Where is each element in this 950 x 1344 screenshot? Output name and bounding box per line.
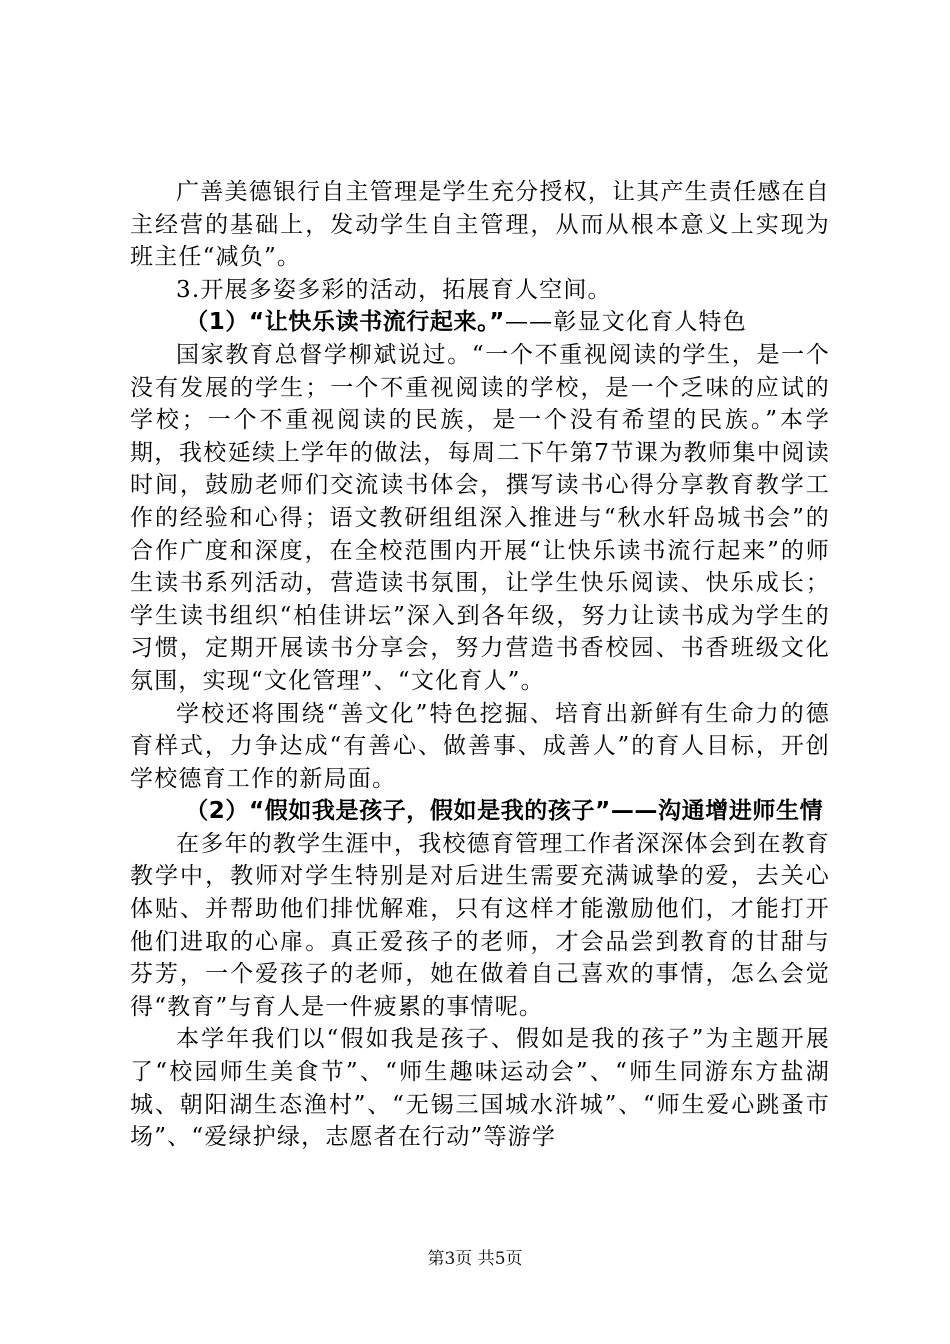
subheading-communication	[130, 795, 830, 828]
paragraph-reading: 国家教育总督学柳斌说过。“一个不重视阅读的学生，是一个没有发展的学生；一个不重视阅读的学校，是一个乏味的应试的学校；一个不重视阅读的民族，是一个没有希望的民族。”本学期，我校延续上学年的做法，每周二下午第7节课为教师集中阅读时间，鼓励老师们交流读书体会，撰写读书心得分享教育教学工作的经验和心得；语文教研组组深入推进与“秋水轩岛城书会”的合作广度和深度，在全校范围内开展“让快乐读书流行起来”的师生读书系列活动，营造读书氛围，让学生快乐阅读、快乐成长；学生读书组织“柏佳讲坛”深入到各年级，努力让读书成为学生的习惯，定期开展读书分享会，努力营造书香校园、书香班级文化氛围，实现“文化管理”、“文化育人”。	[130, 341, 830, 694]
paragraph-activities: 本学年我们以“假如我是孩子、假如是我的孩子”为主题开展了“校园师生美食节”、“师生趣味运动会”、“师生同游东方盐湖城、朝阳湖生态渔村”、“无锡三国城水浒城”、“师生爱心跳蚤市场”、“爱绿护绿，志愿者在行动”等游学	[130, 1026, 830, 1151]
subheading-communication-title: （2）“假如我是孩子，假如是我的孩子”——沟通增进师生情	[185, 798, 824, 825]
section-heading-activities: 3.开展多姿多彩的活动，拓展育人空间。	[176, 276, 612, 303]
subheading-reading	[130, 306, 830, 339]
document-body	[130, 176, 830, 1154]
paragraph-teaching-career: 在多年的教学生涯中，我校德育管理工作者深深体会到在教育教学中，教师对学生特别是对后进生需要充满诚挚的爱，去关心体贴、并帮助他们排忧解难，只有这样才能激励他们，才能打开他们进取的心扉。真正爱孩子的老师，才会品尝到教育的甘甜与芬芳，一个爱孩子的老师，她在做着自己喜欢的事情，怎么会觉得“教育”与育人是一件疲累的事情呢。	[130, 830, 830, 1020]
subheading-reading-tail: ——彰显文化育人特色	[504, 309, 747, 336]
page-footer: 第3页 共5页	[427, 1249, 523, 1269]
subheading-reading-title: （1）“让快乐读书流行起来。”	[185, 309, 505, 336]
paragraph-virtue-bank: 广善美德银行自主管理是学生充分授权，让其产生责任感在自主经营的基础上，发动学生自主管理，从而从根本意义上实现为班主任“减负”。	[130, 179, 830, 271]
paragraph-good-culture: 学校还将围绕“善文化”特色挖掘、培育出新鲜有生命力的德育样式，力争达成“有善心、做善事、成善人”的育人目标，开创学校德育工作的新局面。	[130, 700, 830, 792]
